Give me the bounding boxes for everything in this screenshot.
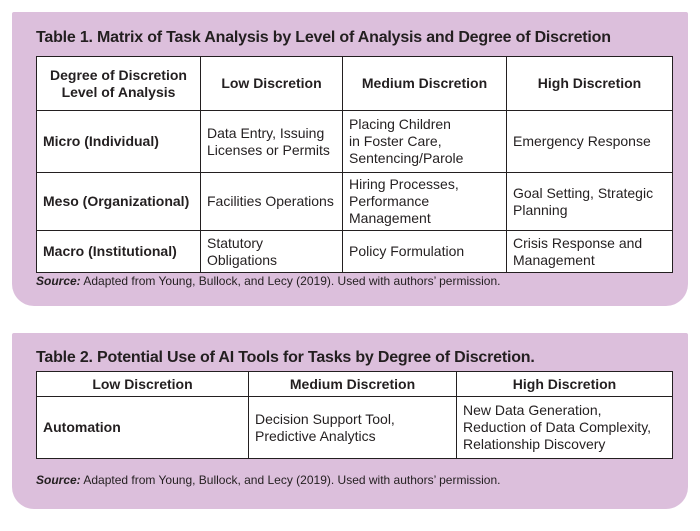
cell-line: Performance [349, 193, 430, 209]
cell-line: Goal Setting, Strategic [513, 184, 654, 201]
cell-medium [249, 397, 457, 459]
cell-line: Placing Children [349, 116, 451, 132]
source-text: Adapted from Young, Bullock, and Lecy (2019). Used with authors’ permission. [83, 473, 501, 487]
cell-line: Reduction of Data Complexity, [463, 419, 652, 435]
row-head-meso: Meso (Organizational) [37, 173, 201, 231]
table2-header-row [37, 372, 673, 397]
cell-micro-medium [343, 111, 507, 173]
cell-line: Hiring Processes, [349, 176, 459, 192]
corner-line-2: Level of Analysis [61, 83, 176, 100]
cell-macro-medium [343, 231, 507, 273]
cell-meso-low [201, 173, 343, 231]
cell-line: Planning [513, 201, 568, 218]
cell-line: Emergency Response [513, 133, 651, 149]
table2-col-low: Low Discretion [37, 372, 249, 397]
row-head-macro: Macro (Institutional) [37, 231, 201, 273]
cell-line: Management [513, 251, 595, 268]
table1-col-low: Low Discretion [201, 57, 343, 111]
cell-macro-high [507, 231, 673, 273]
table1-title: Table 1. Matrix of Task Analysis by Level of Analysis and Degree of Discretion [36, 29, 611, 46]
cell-line: Obligations [207, 251, 278, 268]
cell-line: Facilities Operations [207, 193, 334, 209]
cell-line: Predictive Analytics [255, 427, 376, 444]
source-label: Source: [36, 473, 81, 487]
table1-col-medium: Medium Discretion [343, 57, 507, 111]
cell-micro-high [507, 111, 673, 173]
cell-line: Relationship Discovery [463, 436, 606, 452]
table2-source-note [36, 473, 500, 487]
cell-line: Management [349, 210, 431, 226]
cell-high [457, 397, 673, 459]
cell-line: Crisis Response and [513, 234, 643, 251]
cell-macro-low [201, 231, 343, 273]
table-row [37, 111, 673, 173]
table2 [36, 371, 673, 459]
table1-source-note [36, 274, 500, 288]
cell-meso-high [507, 173, 673, 231]
cell-line: New Data Generation, [463, 402, 602, 418]
cell-micro-low [201, 111, 343, 173]
table1-header-row [37, 57, 673, 111]
cell-line: Data Entry, Issuing [207, 124, 325, 141]
table1 [36, 56, 673, 273]
table-row [37, 397, 673, 459]
cell-line: Automation [43, 419, 121, 435]
table1-col-high: High Discretion [507, 57, 673, 111]
cell-line: Statutory [207, 234, 264, 251]
cell-line: Policy Formulation [349, 243, 465, 259]
source-label: Source: [36, 274, 81, 288]
source-text: Adapted from Young, Bullock, and Lecy (2019). Used with authors’ permission. [83, 274, 501, 288]
table-row [37, 173, 673, 231]
cell-line: Decision Support Tool, [255, 410, 395, 427]
table-row [37, 231, 673, 273]
cell-line: in Foster Care, [349, 133, 442, 149]
table2-col-high: High Discretion [457, 372, 673, 397]
cell-meso-medium [343, 173, 507, 231]
table1-panel [12, 12, 688, 306]
corner-line-1: Degree of Discretion [50, 66, 187, 83]
table1-corner-header [37, 57, 201, 111]
cell-low [37, 397, 249, 459]
table2-title: Table 2. Potential Use of AI Tools for Tasks by Degree of Discretion. [36, 349, 535, 366]
cell-line: Licenses or Permits [207, 141, 330, 158]
cell-line: Sentencing/Parole [349, 150, 464, 166]
table2-col-medium: Medium Discretion [249, 372, 457, 397]
row-head-micro: Micro (Individual) [37, 111, 201, 173]
table2-panel [12, 333, 688, 509]
